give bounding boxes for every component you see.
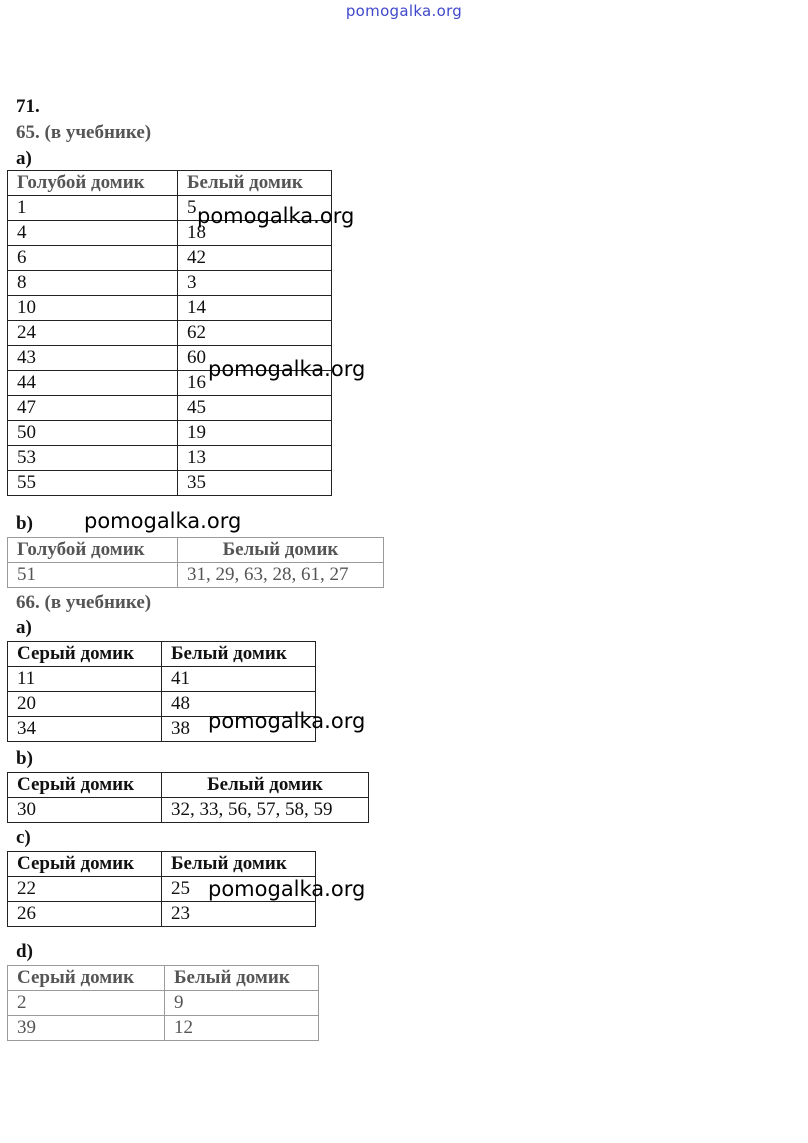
table-row (8, 1016, 319, 1041)
table-cell: 41 (162, 667, 316, 692)
watermark: pomogalka.org (84, 509, 242, 533)
table-cell: 34 (8, 717, 162, 742)
column-header: Серый домик (8, 966, 165, 991)
exercise-66-part-a-label: a) (16, 617, 32, 638)
table-cell: 30 (8, 798, 162, 823)
table-row (8, 396, 332, 421)
table-row (8, 667, 316, 692)
table-row (8, 798, 369, 823)
column-header: Голубой домик (8, 538, 178, 563)
table-row (8, 271, 332, 296)
table-row (8, 296, 332, 321)
table-cell: 60 (178, 346, 332, 371)
table-header-row (8, 852, 316, 877)
exercise-65-title: 65. (в учебнике) (16, 122, 152, 143)
task-number: 71. (16, 96, 40, 117)
table-header-row (8, 642, 316, 667)
table-cell: 2 (8, 991, 165, 1016)
table-cell: 45 (178, 396, 332, 421)
exercise-66-part-c-label: c) (16, 827, 31, 848)
table-cell: 16 (178, 371, 332, 396)
table-row (8, 246, 332, 271)
table-65b (7, 537, 384, 588)
table-cell: 4 (8, 221, 178, 246)
table-cell: 13 (178, 446, 332, 471)
table-row (8, 902, 316, 927)
table-cell: 8 (8, 271, 178, 296)
table-cell: 44 (8, 371, 178, 396)
table-66b (7, 772, 369, 823)
table-cell: 50 (8, 421, 178, 446)
table-cell: 18 (178, 221, 332, 246)
table-cell: 38 (162, 717, 316, 742)
table-header-row (8, 538, 384, 563)
table-cell: 55 (8, 471, 178, 496)
table-header-row (8, 171, 332, 196)
table-row (8, 321, 332, 346)
table-cell: 6 (8, 246, 178, 271)
watermark: pomogalka.org (208, 357, 366, 381)
table-row (8, 421, 332, 446)
table-row (8, 991, 319, 1016)
table-cell: 25 (162, 877, 316, 902)
table-cell: 10 (8, 296, 178, 321)
exercise-66-part-b-label: b) (16, 748, 33, 769)
column-header: Серый домик (8, 852, 162, 877)
exercise-66-title: 66. (в учебнике) (16, 592, 152, 613)
table-cell: 62 (178, 321, 332, 346)
column-header: Серый домик (8, 642, 162, 667)
site-header-link[interactable]: pomogalka.org (345, 2, 463, 20)
table-cell: 12 (165, 1016, 319, 1041)
exercise-65-part-b-label: b) (16, 513, 33, 534)
table-cell: 5 (178, 196, 332, 221)
column-header: Белый домик (162, 642, 316, 667)
table-cell: 39 (8, 1016, 165, 1041)
table-cell: 9 (165, 991, 319, 1016)
watermark: pomogalka.org (208, 709, 366, 733)
table-cell: 1 (8, 196, 178, 221)
table-cell: 3 (178, 271, 332, 296)
table-header-row (8, 966, 319, 991)
table-cell: 51 (8, 563, 178, 588)
table-cell: 53 (8, 446, 178, 471)
table-cell: 26 (8, 902, 162, 927)
table-cell: 24 (8, 321, 178, 346)
column-header: Голубой домик (8, 171, 178, 196)
table-cell: 47 (8, 396, 178, 421)
table-cell: 42 (178, 246, 332, 271)
table-cell: 32, 33, 56, 57, 58, 59 (162, 798, 369, 823)
table-66d (7, 965, 319, 1041)
table-cell: 31, 29, 63, 28, 61, 27 (178, 563, 384, 588)
table-cell: 20 (8, 692, 162, 717)
table-cell: 14 (178, 296, 332, 321)
exercise-66-part-d-label: d) (16, 941, 33, 962)
table-cell: 19 (178, 421, 332, 446)
table-cell: 23 (162, 902, 316, 927)
table-cell: 22 (8, 877, 162, 902)
column-header: Белый домик (162, 773, 369, 798)
column-header: Белый домик (165, 966, 319, 991)
column-header: Белый домик (162, 852, 316, 877)
table-row (8, 563, 384, 588)
table-header-row (8, 773, 369, 798)
table-cell: 43 (8, 346, 178, 371)
table-cell: 11 (8, 667, 162, 692)
column-header: Белый домик (178, 171, 332, 196)
table-cell: 35 (178, 471, 332, 496)
table-cell: 48 (162, 692, 316, 717)
watermark: pomogalka.org (208, 877, 366, 901)
watermark: pomogalka.org (197, 204, 355, 228)
exercise-65-part-a-label: a) (16, 148, 32, 169)
table-row (8, 471, 332, 496)
column-header: Серый домик (8, 773, 162, 798)
column-header: Белый домик (178, 538, 384, 563)
table-row (8, 446, 332, 471)
